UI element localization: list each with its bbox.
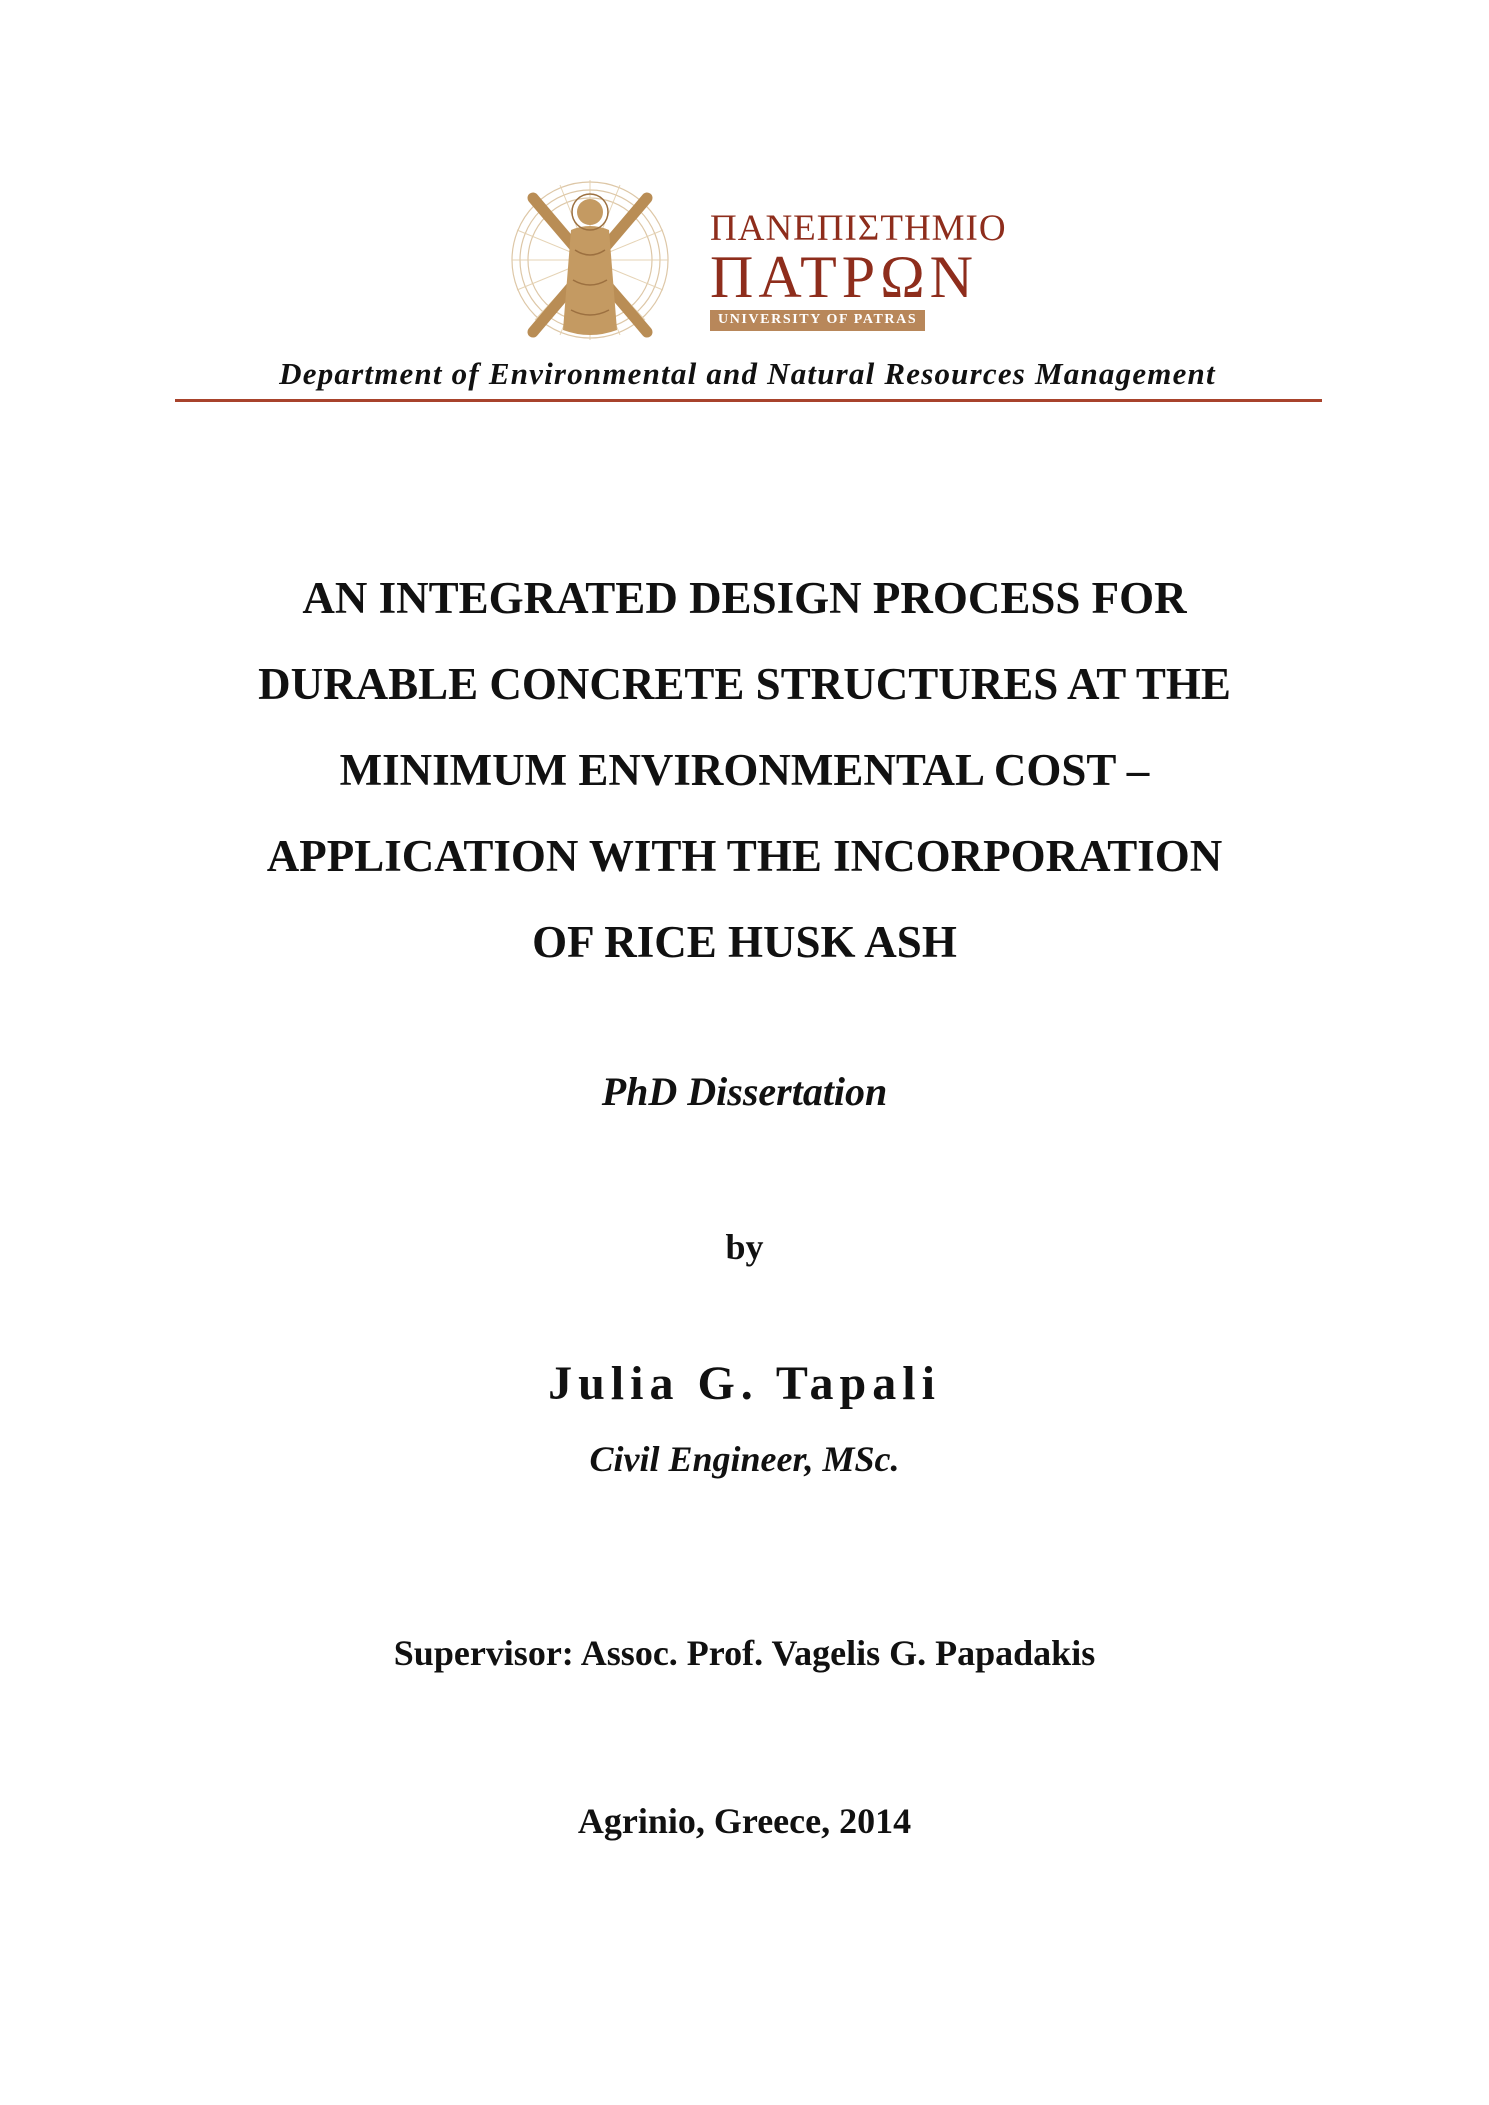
department-divider xyxy=(175,399,1322,402)
logo-greek-line-2: ΠΑΤΡΩΝ xyxy=(710,244,979,310)
title-line: MINIMUM ENVIRONMENTAL COST – xyxy=(339,745,1150,795)
place-date: Agrinio, Greece, 2014 xyxy=(577,1801,912,1841)
author-name: Julia G. Tapali xyxy=(548,1357,941,1410)
department-name: Department of Environmental and Natural Resources Management xyxy=(279,356,1216,391)
thesis-title xyxy=(100,555,1389,985)
title-line: OF RICE HUSK ASH xyxy=(532,917,957,967)
supervisor-line: Supervisor: Assoc. Prof. Vagelis G. Papadakis xyxy=(393,1633,1096,1673)
university-logo xyxy=(505,170,1007,350)
title-line: AN INTEGRATED DESIGN PROCESS FOR xyxy=(302,573,1187,623)
document-type: PhD Dissertation xyxy=(601,1069,888,1114)
title-line: APPLICATION WITH THE INCORPORATION xyxy=(266,831,1223,881)
by-label: by xyxy=(725,1227,764,1267)
title-line: DURABLE CONCRETE STRUCTURES AT THE xyxy=(258,659,1231,709)
logo-greek-line-1: ΠΑΝΕΠΙΣΤΗΜΙΟ xyxy=(710,208,1007,249)
author-credentials: Civil Engineer, MSc. xyxy=(589,1439,900,1479)
university-wordmark xyxy=(710,208,1007,331)
saint-andrew-emblem-icon xyxy=(505,170,675,350)
logo-banner: UNIVERSITY OF PATRAS xyxy=(710,310,925,331)
